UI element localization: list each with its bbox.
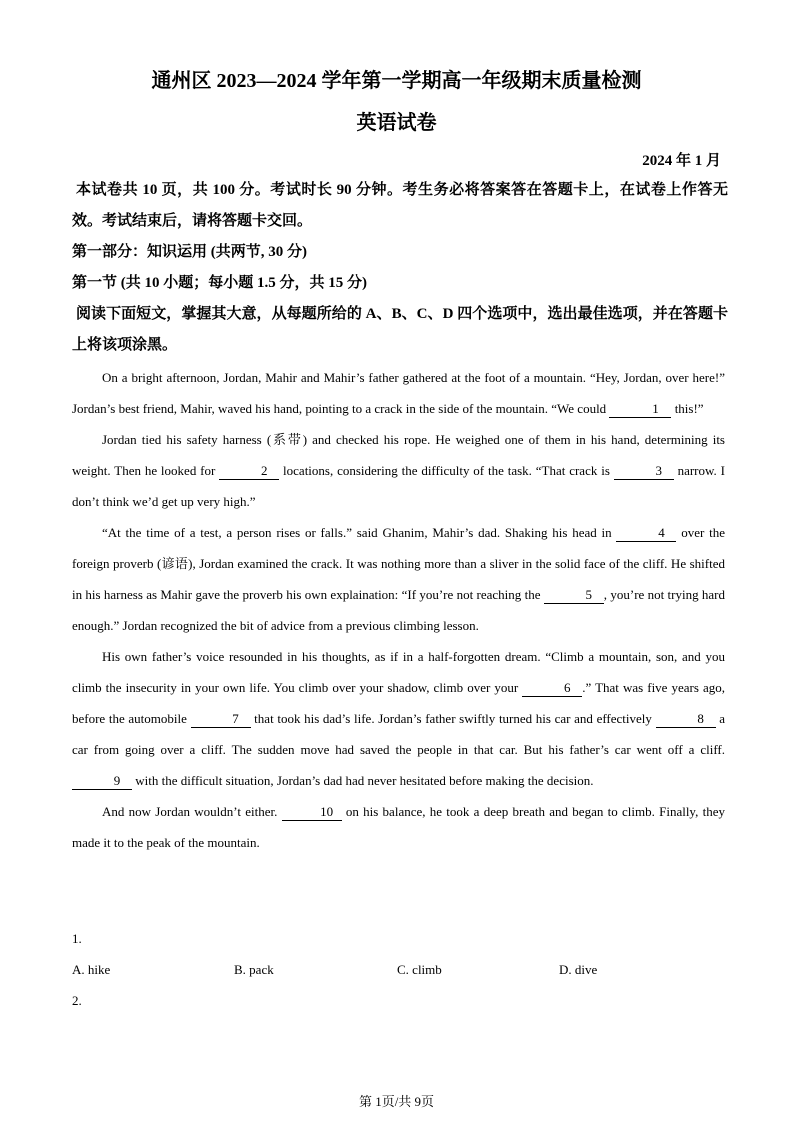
blank-9: 9 <box>72 773 132 790</box>
passage-text: over the foreign proverb (谚语), Jordan examined the crack. It was nothing more than a sliver in the solid face of the cliff. He shifted in his harness as Mahir gave the proverb his own explaination: “If you’re not reaching the <box>72 525 725 602</box>
reading-passage <box>72 362 725 858</box>
passage-paragraph <box>72 517 725 641</box>
passage-paragraph <box>72 424 725 517</box>
blank-1: 1 <box>609 401 671 418</box>
page-footer: 第 1页/共 9页 <box>358 1094 435 1109</box>
option-d[interactable]: D. dive <box>559 962 598 977</box>
passage-paragraph <box>72 796 725 858</box>
passage-text: “At the time of a test, a person rises or falls.” said Ghanim, Mahir’s dad. Shaking his head in <box>102 525 617 540</box>
passage-text: narrow. I don’t think we’d get up very high.” <box>72 463 725 509</box>
task-instructions: 阅读下面短文，掌握其大意，从每题所给的 A、B、C、D 四个选项中，选出最佳选项，并在答题卡上将该项涂黑。 <box>72 306 728 353</box>
passage-text: that took his dad’s life. Jordan’s father swiftly turned his car and effectively <box>250 711 656 726</box>
exam-title: 通州区 2023—2024 学年第一学期高一年级期末质量检测 <box>151 70 642 92</box>
general-instructions: 本试卷共 10 页，共 100 分。考试时长 90 分钟。考生务必将答案答在答题卡上，在试卷上作答无效。考试结束后，请将答题卡交回。 <box>72 182 728 229</box>
blank-8: 8 <box>656 711 716 728</box>
blank-4: 4 <box>616 525 676 542</box>
question-2-number: 2. <box>72 993 82 1008</box>
passage-text: And now Jordan wouldn’t either. <box>102 804 282 819</box>
blank-2: 2 <box>219 463 279 480</box>
passage-text: , you’re not trying hard enough.” Jordan recognized the bit of advice from a previous climbing lesson. <box>72 587 725 633</box>
section-heading: 第一节 (共 10 小题；每小题 1.5 分，共 15 分) <box>72 275 367 291</box>
option-c[interactable]: C. climb <box>397 962 442 977</box>
blank-7: 7 <box>191 711 251 728</box>
passage-text: locations, considering the difficulty of the task. “That crack is <box>279 463 614 478</box>
exam-subtitle: 英语试卷 <box>356 112 437 134</box>
passage-text: on his balance, he took a deep breath and began to climb. Finally, they made it to the peak of the mountain. <box>72 804 725 850</box>
part-heading: 第一部分：知识运用 (共两节, 30 分) <box>72 244 307 260</box>
blank-3: 3 <box>614 463 674 480</box>
blank-5: 5 <box>544 587 604 604</box>
passage-text: with the difficult situation, Jordan’s dad had never hesitated before making the decision. <box>132 773 594 788</box>
exam-date: 2024 年 1 月 <box>642 153 721 169</box>
passage-paragraph <box>72 641 725 796</box>
passage-paragraph <box>72 362 725 424</box>
passage-text: On a bright afternoon, Jordan, Mahir and Mahir’s father gathered at the foot of a mountain. “Hey, Jordan, over here!” Jordan’s best friend, Mahir, waved his hand, pointing to a crack in the side of the mountain. “We could <box>72 370 725 416</box>
option-a[interactable]: A. hike <box>72 962 111 977</box>
blank-6: 6 <box>522 680 582 697</box>
question-1-number: 1. <box>72 931 82 946</box>
passage-text: Jordan tied his safety harness (系带) and checked his rope. He weighed one of them in his hand, determining its weight. Then he looked for <box>72 432 725 478</box>
passage-text: this!” <box>671 401 704 416</box>
passage-text: .” That was five years ago, before the automobile <box>72 680 726 726</box>
option-b[interactable]: B. pack <box>234 962 274 977</box>
passage-text: a car from going over a cliff. The sudden move had saved the people in that car. But his father’s car went off a cliff. <box>72 711 725 757</box>
blank-10: 10 <box>282 804 342 821</box>
passage-text: His own father’s voice resounded in his thoughts, as if in a half-forgotten dream. “Climb a mountain, son, and you climb the insecurity in your own life. You climb over your shadow, climb over your <box>72 649 725 695</box>
